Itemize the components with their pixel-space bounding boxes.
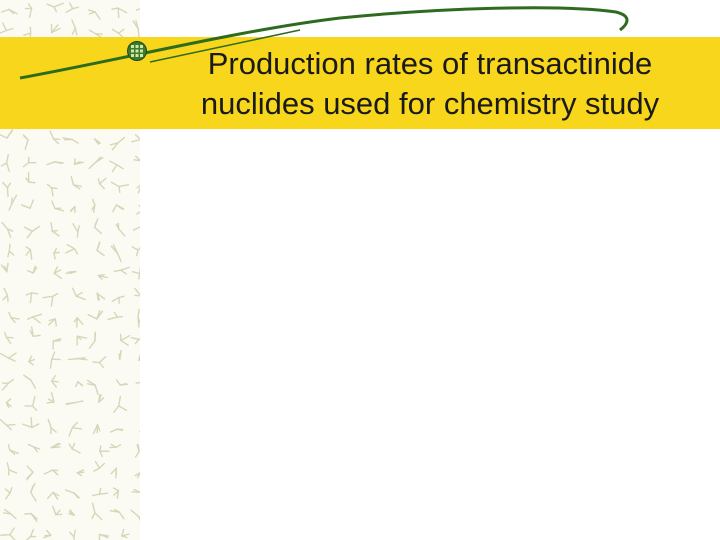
pattern-glyph xyxy=(117,380,128,385)
globe-bullet-icon xyxy=(126,40,148,62)
pattern-glyph xyxy=(28,444,39,451)
pattern-glyph xyxy=(113,205,124,212)
pattern-glyph xyxy=(8,244,14,256)
pattern-glyph xyxy=(25,397,37,411)
pattern-glyph xyxy=(27,530,36,540)
pattern-glyph xyxy=(26,247,32,259)
pattern-glyph xyxy=(116,223,125,236)
pattern-glyph xyxy=(111,429,123,432)
pattern-glyph xyxy=(0,419,15,429)
pattern-glyph xyxy=(89,332,95,348)
pattern-glyph xyxy=(25,4,31,17)
pattern-glyph xyxy=(132,490,140,493)
pattern-glyph xyxy=(49,319,57,326)
pattern-glyph xyxy=(132,133,140,141)
pattern-glyph xyxy=(76,382,83,387)
pattern-glyph xyxy=(54,248,59,258)
pattern-glyph xyxy=(9,195,16,210)
pattern-glyph xyxy=(3,182,11,196)
pattern-glyph xyxy=(114,267,129,273)
pattern-glyph xyxy=(75,159,84,164)
pattern-glyph xyxy=(70,530,76,540)
pattern-glyph xyxy=(138,309,140,327)
pattern-glyph xyxy=(1,528,16,540)
pattern-glyph xyxy=(94,139,100,144)
pattern-glyph xyxy=(88,311,102,319)
pattern-glyph xyxy=(51,223,59,236)
pattern-glyph xyxy=(23,157,35,166)
pattern-glyph xyxy=(47,162,63,165)
pattern-glyph xyxy=(1,155,9,172)
pattern-glyph xyxy=(131,335,140,344)
pattern-glyph xyxy=(131,510,140,523)
pattern-glyph xyxy=(74,318,83,327)
pattern-glyph xyxy=(135,472,140,477)
pattern-glyph xyxy=(4,509,16,518)
pattern-glyph xyxy=(66,245,78,254)
pattern-glyph xyxy=(31,483,36,500)
pattern-glyph xyxy=(95,219,102,234)
pattern-glyph xyxy=(50,131,60,143)
pattern-glyph xyxy=(114,488,119,498)
pattern-glyph xyxy=(5,333,13,344)
pattern-glyph xyxy=(111,182,128,192)
pattern-glyph xyxy=(53,339,61,349)
pattern-glyph xyxy=(108,313,122,320)
pattern-glyph xyxy=(89,10,100,19)
pattern-glyph xyxy=(136,374,140,384)
pattern-glyph xyxy=(26,293,37,303)
pattern-glyph xyxy=(94,462,105,471)
pattern-glyph xyxy=(69,443,80,452)
pattern-glyph xyxy=(92,200,95,213)
pattern-glyph xyxy=(26,173,35,183)
pattern-glyph xyxy=(93,425,99,434)
pattern-glyph xyxy=(112,296,124,303)
pattern-glyph xyxy=(139,354,140,360)
pattern-glyph xyxy=(73,288,85,299)
pattern-glyph xyxy=(2,9,17,13)
pattern-glyph xyxy=(47,184,56,195)
pattern-glyph xyxy=(137,205,140,214)
pattern-glyph xyxy=(71,177,81,189)
pattern-glyph xyxy=(137,177,140,192)
pattern-glyph xyxy=(30,327,40,336)
pattern-glyph xyxy=(134,156,140,161)
pattern-glyph xyxy=(110,161,123,171)
pattern-glyph xyxy=(66,3,78,12)
pattern-glyph xyxy=(28,266,37,273)
pattern-glyph xyxy=(5,488,12,499)
pattern-glyph xyxy=(24,375,36,388)
pattern-glyph xyxy=(122,529,129,537)
pattern-glyph xyxy=(52,201,64,211)
pattern-glyph xyxy=(136,445,140,457)
pattern-glyph xyxy=(133,266,140,279)
pattern-glyph xyxy=(69,510,74,515)
pattern-glyph xyxy=(66,401,83,404)
pattern-glyph xyxy=(52,376,59,387)
pattern-glyph xyxy=(1,263,8,272)
slide-title: Production rates of transactinide nuclides used for chemistry study xyxy=(200,46,660,121)
pattern-glyph xyxy=(53,506,62,514)
pattern-glyph xyxy=(23,418,39,428)
pattern-glyph xyxy=(3,288,8,301)
pattern-glyph xyxy=(73,224,79,237)
pattern-glyph xyxy=(89,157,103,168)
pattern-glyph xyxy=(51,443,60,447)
pattern-glyph xyxy=(29,356,34,365)
pattern-glyph xyxy=(66,272,76,274)
pattern-glyph xyxy=(136,0,140,13)
pattern-glyph xyxy=(44,530,51,537)
pattern-glyph xyxy=(2,379,13,390)
pattern-glyph xyxy=(112,8,127,17)
pattern-glyph xyxy=(133,226,140,234)
pattern-glyph xyxy=(68,358,87,360)
pattern-glyph xyxy=(0,130,12,138)
pattern-glyph xyxy=(114,396,127,412)
pattern-glyph xyxy=(71,207,75,213)
pattern-glyph xyxy=(0,23,13,33)
pattern-glyph xyxy=(100,446,109,457)
pattern-glyph xyxy=(93,357,106,368)
pattern-glyph xyxy=(27,466,33,480)
pattern-glyph xyxy=(72,20,77,35)
pattern-glyph xyxy=(28,314,42,322)
pattern-glyph xyxy=(97,293,105,300)
pattern-glyph xyxy=(110,445,121,448)
pattern-glyph xyxy=(93,488,108,495)
pattern-glyph xyxy=(43,294,58,307)
pattern-glyph xyxy=(47,3,63,11)
pattern-glyph xyxy=(111,138,125,150)
pattern-glyph xyxy=(111,245,121,262)
pattern-glyph xyxy=(98,275,107,280)
pattern-glyph xyxy=(110,509,124,518)
pattern-glyph xyxy=(44,470,58,475)
pattern-glyph xyxy=(47,393,54,403)
pattern-glyph xyxy=(99,534,108,539)
pattern-glyph xyxy=(69,423,81,436)
pattern-glyph xyxy=(6,399,11,408)
pattern-glyph xyxy=(77,336,87,345)
pattern-glyph xyxy=(7,463,16,475)
pattern-glyph xyxy=(50,352,60,368)
pattern-glyph xyxy=(66,490,80,498)
pattern-glyph xyxy=(121,334,130,345)
pattern-glyph xyxy=(88,380,98,394)
pattern-glyph xyxy=(99,395,104,402)
pattern-glyph xyxy=(2,223,13,238)
pattern-glyph xyxy=(98,178,106,188)
pattern-glyph xyxy=(92,503,102,519)
pattern-glyph xyxy=(63,138,78,143)
pattern-glyph xyxy=(51,24,59,32)
pattern-glyph xyxy=(8,445,18,455)
pattern-glyph xyxy=(22,200,34,208)
pattern-glyph xyxy=(132,244,140,256)
pattern-glyph xyxy=(133,21,139,38)
pattern-glyph xyxy=(25,514,37,522)
pattern-glyph xyxy=(23,135,28,149)
pattern-glyph xyxy=(24,226,39,237)
pattern-glyph xyxy=(48,492,59,499)
pattern-glyph xyxy=(77,470,84,476)
pattern-glyph xyxy=(1,353,16,361)
pattern-glyph xyxy=(135,288,140,300)
pattern-glyph xyxy=(111,468,116,478)
pattern-glyph xyxy=(119,351,121,360)
pattern-glyph xyxy=(97,242,104,255)
pattern-glyph xyxy=(48,419,56,433)
pattern-glyph xyxy=(54,267,61,279)
pattern-glyph xyxy=(9,312,19,322)
